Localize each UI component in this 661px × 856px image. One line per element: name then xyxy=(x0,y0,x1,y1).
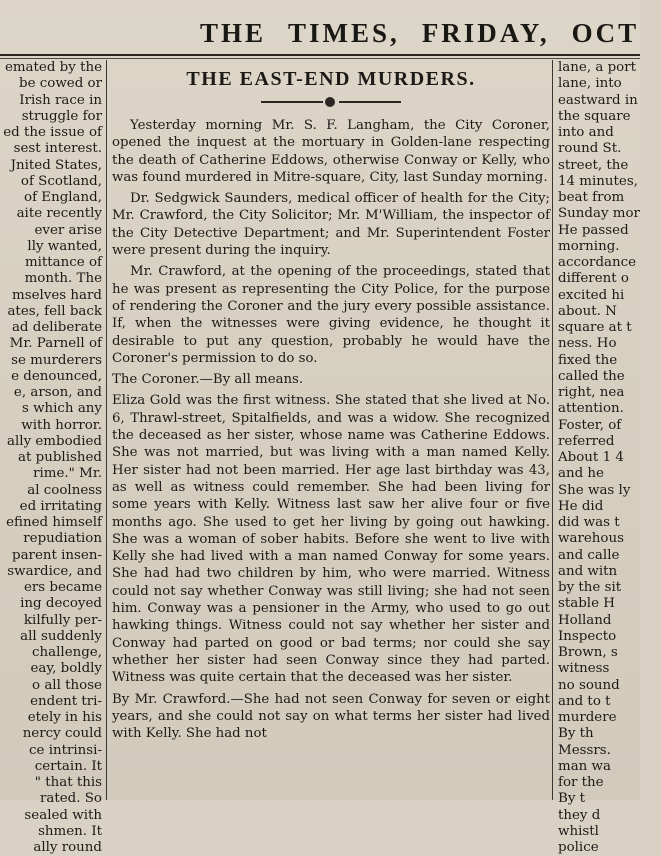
column-line: at published xyxy=(18,450,102,465)
column-line: He did xyxy=(558,498,604,514)
column-line: e denounced, xyxy=(11,368,102,384)
column-line: different o xyxy=(558,271,629,287)
column-line: eay, boldly xyxy=(30,661,102,677)
column-line: attention. xyxy=(558,401,624,417)
article-paragraph: Dr. Sedgwick Saunders, medical officer of health for the City; Mr. Crawford, the City Solicitor; Mr. M'William, the inspector of the City Detective Department; and Mr. Superintendent Foster were present during the inquiry. xyxy=(112,191,550,259)
column-line: by the sit xyxy=(558,580,622,595)
column-line: se murderers xyxy=(11,352,102,368)
column-line: sest interest. xyxy=(13,141,102,157)
column-line: By th xyxy=(558,726,594,742)
column-line: rime." Mr. xyxy=(33,466,102,482)
column-line: witness xyxy=(558,661,610,677)
column-line: About 1 4 xyxy=(558,450,624,465)
column-line: fixed the xyxy=(558,352,618,368)
column-line: struggle for xyxy=(21,108,102,124)
column-line: excited hi xyxy=(558,287,625,303)
column-line: Holland xyxy=(558,612,612,628)
column-line: sealed with xyxy=(24,807,102,823)
masthead xyxy=(200,18,660,52)
column-line: eastward in xyxy=(558,92,638,108)
article-paragraph: The Coroner.—By all means. xyxy=(112,372,304,388)
column-line: mselves hard xyxy=(12,287,102,303)
column-line: lly wanted, xyxy=(27,238,102,254)
column-line: parent insen- xyxy=(12,547,102,563)
column-line: rated. So xyxy=(39,791,102,807)
column-line: and to t xyxy=(558,693,611,709)
column-line: beat from xyxy=(558,190,625,205)
column-line: warehous xyxy=(558,531,624,547)
column-line: be cowed or xyxy=(19,76,102,92)
column-line: lane, into xyxy=(558,76,622,92)
column-line: emated by the xyxy=(4,60,102,75)
column-line: month. The xyxy=(24,271,102,287)
column-line: called the xyxy=(558,368,625,384)
column-line: stable H xyxy=(558,596,615,612)
column-line: ce intrinsi- xyxy=(29,742,102,758)
column-line: and he xyxy=(558,466,604,482)
column-line: about. N xyxy=(558,303,617,319)
column-line: they d xyxy=(558,807,601,823)
column-line: Sunday mor xyxy=(558,206,640,222)
column-line: ness. Ho xyxy=(558,336,617,352)
column-line: ing decoyed xyxy=(20,596,102,612)
article-paragraph: Eliza Gold was the first witness. She stated that she lived at No. 6, Thrawl-street, Spitalfields, and was a widow. She recognized the deceased as her sister, whose name was Catherine Eddows. She was not married, but was living with a man named Kelly. Her sister had not been married. Her age last birthday was 43, as well as witness could remember. She had been living for some years with Kelly. Witness last saw her alive four or five months ago. She used to get her living by going out hawking. She was a woman of sober habits. Before she went to live with Kelly she had lived with a man named Conway for some years. She had had two children by him, who were married. Witness could not say whether Conway was still living; she had not seen him. Conway was a pensioner in the Army, who used to go out hawking things. Witness could not say whether her sister and Conway had parted on good or bad terms; nor could she say whether her sister had seen Conway since they had parted. Witness was quite certain that the deceased was her sister. xyxy=(112,393,550,686)
column-line: swardice, and xyxy=(7,563,102,579)
column-line: ates, fell back xyxy=(7,303,102,319)
masthead-word: TIMES, xyxy=(288,18,400,48)
column-line: with horror. xyxy=(21,417,102,433)
article-paragraph: By Mr. Crawford.—She had not seen Conway for seven or eight years, and she could not say on what terms her sister had lived with Kelly. She had not xyxy=(112,691,550,742)
headline-ornament xyxy=(261,97,401,107)
masthead-word: FRIDAY, xyxy=(421,18,550,48)
column-line: referred xyxy=(558,433,615,449)
column-line: " that this xyxy=(34,775,102,790)
column-line: accordance xyxy=(558,255,637,270)
column-line: Messrs. xyxy=(558,742,611,758)
column-line: for the xyxy=(558,775,604,790)
column-line: He passed xyxy=(558,222,629,238)
column-line: kilfully per- xyxy=(23,612,102,628)
column-line: ally embodied xyxy=(7,433,102,449)
column-line: aite recently xyxy=(16,206,102,222)
column-line: shmen. It xyxy=(38,823,102,839)
column-divider xyxy=(106,60,107,800)
article-paragraph: Mr. Crawford, at the opening of the proceedings, stated that he was present as representing the City Police, for the purpose of rendering the Coroner and the jury every possible assistance. If, when the witnesses were giving evidence, he thought it desirable to put any question, probably he would have the Coroner's permission to do so. xyxy=(112,264,550,366)
column-line: into and xyxy=(558,125,614,140)
column-line: ally round xyxy=(33,840,102,855)
column-line: efined himself xyxy=(6,515,102,530)
column-line: s which any xyxy=(21,401,102,417)
column-line: and witn xyxy=(558,563,618,579)
column-line: nercy could xyxy=(22,726,102,742)
column-line: round St. xyxy=(558,141,622,157)
masthead-word: OCT xyxy=(571,18,640,48)
column-line: right, nea xyxy=(558,385,625,400)
column-line: Jnited States, xyxy=(10,157,102,173)
column-line: By t xyxy=(558,791,586,807)
article-headline: THE EAST-END MURDERS. xyxy=(186,68,476,90)
column-line: al coolness xyxy=(27,482,102,498)
column-line: Foster, of xyxy=(558,417,622,433)
column-line: police xyxy=(558,840,599,855)
column-line: ed irritating xyxy=(19,498,102,514)
masthead-word: THE xyxy=(200,18,267,48)
column-line: of England, xyxy=(24,190,102,205)
column-line: of Scotland, xyxy=(20,173,102,189)
column-line: man wa xyxy=(558,758,612,774)
column-line: mittance of xyxy=(24,255,102,270)
column-divider xyxy=(552,60,553,800)
column-line: endent tri- xyxy=(30,693,102,709)
column-line: Inspecto xyxy=(558,628,617,644)
column-line: ever arise xyxy=(34,222,102,238)
article-paragraph: Yesterday morning Mr. S. F. Langham, the City Coroner, opened the inquest at the mortuary in Golden-lane respecting the death of Catherine Eddows, otherwise Conway or Kelly, who was found murdered in Mitre-square, City, last Sunday morning. xyxy=(112,118,550,185)
masthead-rule xyxy=(0,54,640,56)
masthead-rule-thin xyxy=(0,58,640,59)
column-line: murdere xyxy=(558,710,617,725)
right-column-text xyxy=(556,60,646,855)
column-line: lane, a port xyxy=(558,60,636,75)
column-line: no sound xyxy=(558,677,620,693)
column-line: ad deliberate xyxy=(11,320,102,335)
column-line: the square xyxy=(558,108,631,124)
column-line: Irish race in xyxy=(19,92,102,108)
column-line: did was t xyxy=(558,515,620,530)
column-line: ers became xyxy=(23,580,102,595)
column-line: She was ly xyxy=(558,482,631,498)
column-line: Mr. Parnell of xyxy=(9,336,102,352)
column-line: e, arson, and xyxy=(13,385,102,400)
column-line: all suddenly xyxy=(20,628,102,644)
column-line: square at t xyxy=(558,320,632,335)
column-line: o all those xyxy=(32,677,102,693)
column-line: street, the xyxy=(558,157,629,173)
column-line: repudiation xyxy=(23,531,102,547)
left-column-text xyxy=(0,60,104,855)
column-line: challenge, xyxy=(32,645,102,660)
column-line: certain. It xyxy=(34,758,102,774)
column-line: ed the issue of xyxy=(3,125,102,140)
column-line: etely in his xyxy=(27,710,102,725)
column-line: whistl xyxy=(558,823,599,839)
column-line: Brown, s xyxy=(558,645,618,660)
column-line: 14 minutes, xyxy=(558,173,638,189)
column-line: and calle xyxy=(558,547,620,563)
column-line: morning. xyxy=(558,238,620,254)
article-column xyxy=(112,60,550,800)
